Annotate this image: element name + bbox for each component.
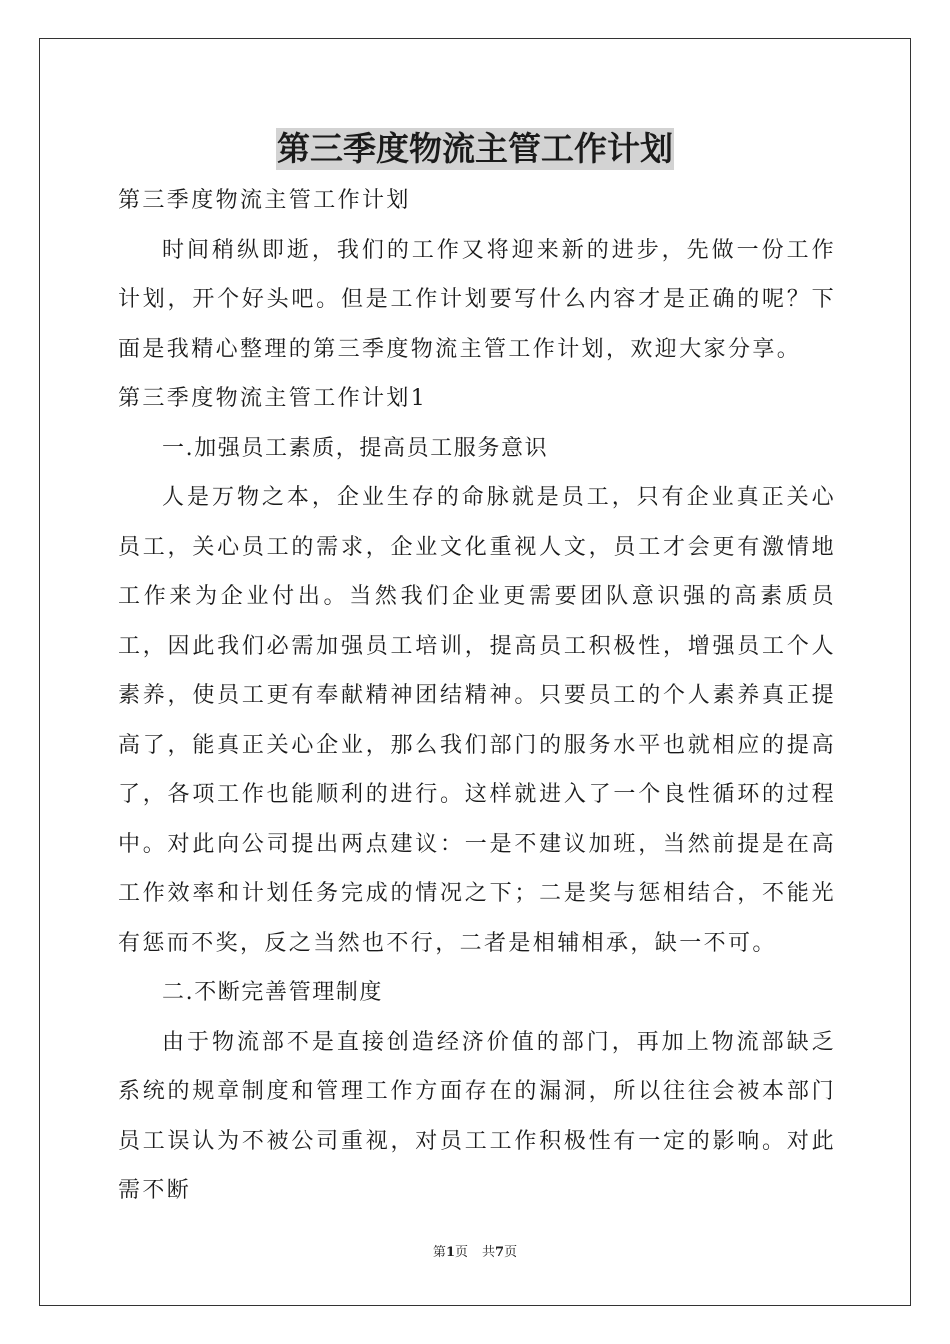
- paragraph-point-two-heading: 二.不断完善管理制度: [162, 980, 383, 1005]
- footer-total-prefix: 共: [482, 1245, 496, 1260]
- paragraph-section-heading: 第三季度物流主管工作计划1: [118, 386, 428, 411]
- paragraph-point-one-heading: 一.加强员工素质，提高员工服务意识: [162, 435, 549, 461]
- document-title: 第三季度物流主管工作计划: [277, 129, 673, 168]
- title-container: [0, 128, 950, 170]
- page-footer: [0, 1244, 950, 1262]
- footer-page-number: 1: [445, 1245, 455, 1260]
- paragraph-subtitle: 第三季度物流主管工作计划: [118, 188, 411, 213]
- footer-total-suffix: 页: [504, 1245, 518, 1260]
- document-body: [118, 176, 836, 1216]
- paragraph-point-two-body: 由于物流部不是直接创造经济价值的部门，再加上物流部缺乏系统的规章制度和管理工作方面存在的漏洞，所以往往会被本部门员工误认为不被公司重视，对员工工作积极性有一定的影响。对此需不断: [118, 1029, 836, 1203]
- footer-page-prefix: 第: [432, 1245, 446, 1260]
- footer-page-suffix: 页: [454, 1245, 468, 1260]
- paragraph-point-one-body: 人是万物之本，企业生存的命脉就是员工，只有企业真正关心员工，关心员工的需求，企业文化重视人文，员工才会更有激情地工作来为企业付出。当然我们企业更需要团队意识强的高素质员工，因此我们必需加强员工培训，提高员工积极性，增强员工个人素养，使员工更有奉献精神团结精神。只要员工的个人素养真正提高了，能真正关心企业，那么我们部门的服务水平也就相应的提高了，各项工作也能顺利的进行。这样就进入了一个良性循环的过程中。对此向公司提出两点建议：一是不建议加班，当然前提是在高工作效率和计划任务完成的情况之下；二是奖与惩相结合，不能光有惩而不奖，反之当然也不行，二者是相辅相承，缺一不可。: [118, 485, 836, 956]
- footer-total-pages: 7: [495, 1245, 505, 1260]
- paragraph-intro: 时间稍纵即逝，我们的工作又将迎来新的进步，先做一份工作计划，开个好头吧。但是工作计划要写什么内容才是正确的呢？下面是我精心整理的第三季度物流主管工作计划，欢迎大家分享。: [118, 237, 836, 362]
